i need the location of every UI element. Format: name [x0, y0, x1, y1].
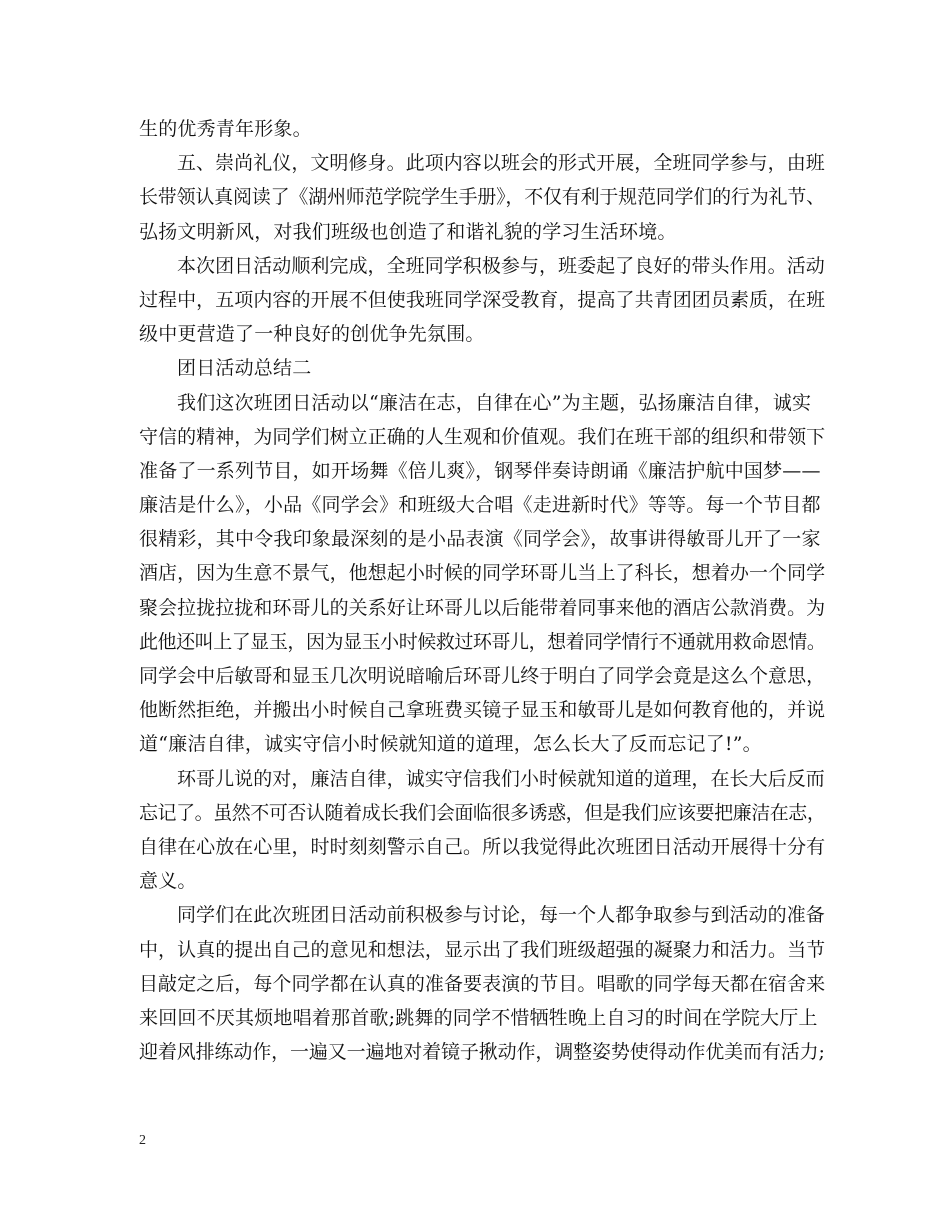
text-line: 团日活动总结二: [177, 357, 312, 380]
text-line: 道“廉洁自律，诚实守信小时候就知道的道理，怎么长大了反而忘记了!”。: [139, 733, 762, 756]
text-line: 级中更营造了一种良好的创优争先氛围。: [139, 323, 485, 346]
text-line: 过程中，五项内容的开展不但使我班同学深受教育，提高了共青团团员素质，在班: [139, 288, 826, 311]
text-line: 同学会中后敏哥和显玉几次明说暗喻后环哥儿终于明白了同学会竟是这么个意思，: [139, 665, 826, 687]
body-text: [139, 112, 825, 1069]
text-line: 同学们在此次班团日活动前积极参与讨论，每一个人都争取参与到活动的准备: [177, 904, 825, 927]
text-line: 弘扬文明新风，对我们班级也创造了和谐礼貌的学习生活环境。: [139, 220, 677, 243]
text-line: 环哥儿说的对，廉洁自律，诚实守信我们小时候就知道的道理，在长大后反而: [177, 767, 825, 790]
text-line: 自律在心放在心里，时时刻刻警示自己。所以我觉得此次班团日活动开展得十分有: [139, 835, 826, 858]
page-number: 2: [139, 1133, 146, 1148]
text-line: 此他还叫上了显玉，因为显玉小时候救过环哥儿，想着同学情行不通就用救命恩情。: [139, 630, 826, 653]
text-line: 很精彩，其中令我印象最深刻的是小品表演《同学会》，故事讲得敏哥儿开了一家: [139, 528, 821, 551]
text-line: 长带领认真阅读了《湖州师范学院学生手册》，不仅有利于规范同学们的行为礼节、: [139, 186, 825, 209]
text-line: 迎着风排练动作，一遍又一遍地对着镜子揪动作，调整姿势使得动作优美而有活力;: [139, 1041, 825, 1064]
text-line: 他断然拒绝，并搬出小时候自己拿班费买镜子显玉和敏哥儿是如何教育他的，并说: [139, 699, 826, 722]
text-line: 廉洁是什么》，小品《同学会》和班级大合唱《走进新时代》等等。每一个节目都: [139, 494, 821, 517]
text-line: 我们这次班团日活动以“廉洁在志，自律在心”为主题，弘扬廉洁自律，诚实: [177, 391, 812, 414]
text-line: 本次团日活动顺利完成，全班同学积极参与，班委起了良好的带头作用。活动: [177, 254, 825, 277]
text-line: 来回回不厌其烦地唱着那首歌;跳舞的同学不惜牺牲晚上自习的时间在学院大厅上: [139, 1006, 818, 1029]
text-line: 忘记了。虽然不可否认随着成长我们会面临很多诱惑，但是我们应该要把廉洁在志，: [139, 801, 826, 824]
text-line: 酒店，因为生意不景气，他想起小时候的同学环哥儿当上了科长，想着办一个同学: [139, 562, 826, 585]
text-line: 生的优秀青年形象。: [139, 118, 312, 140]
text-line: 意义。: [139, 870, 197, 893]
text-line: 聚会拉拢拉拢和环哥儿的关系好让环哥儿以后能带着同事来他的酒店公款消费。为: [139, 596, 826, 619]
text-line: 准备了一系列节目，如开场舞《倍儿爽》，钢琴伴奏诗朗诵《廉洁护航中国梦——: [139, 459, 821, 482]
text-line: 目敲定之后，每个同学都在认真的准备要表演的节目。唱歌的同学每天都在宿舍来: [139, 972, 826, 995]
text-line: 五、崇尚礼仪，文明修身。此项内容以班会的形式开展，全班同学参与，由班: [177, 152, 825, 175]
text-line: 守信的精神，为同学们树立正确的人生观和价值观。我们在班干部的组织和带领下: [139, 425, 826, 448]
text-line: 中，认真的提出自己的意见和想法，显示出了我们班级超强的凝聚力和活力。当节: [139, 938, 826, 961]
